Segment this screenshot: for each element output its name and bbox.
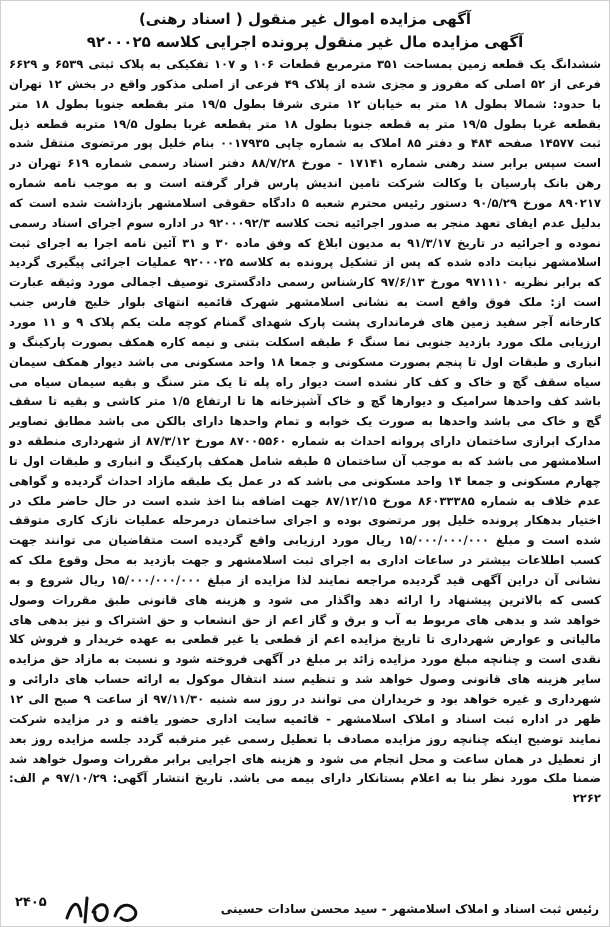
signature-line: رئیس ثبت اسناد و املاک اسلامشهر - سید محسن سادات حسینی bbox=[220, 902, 599, 916]
notice-subtitle: آگهی مزایده مال غیر منقول پرونده اجرایی کلاسه ۹۲۰۰۰۲۵ bbox=[86, 33, 524, 51]
notice-body: ششدانگ یک قطعه زمین بمساحت ۳۵۱ مترمربع قطعات ۱۰۶ و ۱۰۷ تفکیکی به پلاک ثبتی ۶۵۳۹ و ۶۶۲۹ فرعی از ۵۲ اصلی که مفروز و مجزی شده از پلاک ۴۹ فرعی از اصلی مذکور واقع در بخش ۱۲ تهران با حدود: شمالا بطول ۱۸ متر به خیابان ۱۲ متری شرقا بطول ۱۹/۵ متر بقطعه جنوبا بطول ۱۸ متر بقطعه غربا بطول ۱۹/۵ متر به قطعه جنوبا بطول ۱۸ متر بقطعه غربا بطول ۱۹/۵ متربه قطعه ذیل ثبت ۱۴۵۷۷ صفحه ۴۸۴ و دفتر ۸۵ املاک به شماره چاپی ۰۰۱۷۹۳۵ بنام خلیل پور مرتضوی منتقل شده است سپس برابر سند رهنی شماره ۱۷۱۴۱ - مورخ ۸۸/۷/۲۸ دفتر اسناد رسمی شماره ۶۱۹ تهران در رهن بانک پارسیان با وکالت شرکت تامین اندیش پارس قرار گرفته است و به موجب نامه شماره ۸۹۰۲۱۷ مورخ ۹۰/۵/۲۹ دستور رئیس محترم شعبه ۵ دادگاه حقوقی اسلامشهر بازداشت شده است که بدلیل عدم ایفای تعهد منجر به صدور اجرائیه تحت کلاسه ۹۲۰۰۰۹۲/۳ در اداره سوم اجرای اسناد رسمی نموده و اجرائیه در تاریخ ۹۱/۳/۱۷ به مدیون ابلاغ که وفق ماده ۳۰ و ۳۱ آئین نامه اجرا به اجرای ثبت اسلامشهر نیابت داده شده که پس از تشکیل پرونده به کلاسه ۹۲۰۰۰۲۵ عملیات اجرائی پیگیری گردید که برابر نظریه ۹۷۱۱۱۰ مورخ ۹۷/۶/۱۳ کارشناس رسمی دادگستری توصیف اجمالی مورد وثیقه عبارت است از: ملک فوق واقع است به نشانی اسلامشهر شهرک قائمیه انتهای بلوار خلیج فارس جنب کارخانه آجر سفید زمین های فرمانداری پشت پارک شهدای گمنام کوچه ملت یکم پلاک ۹ و ۱۱ مورد ارزیابی ملک مورد بازدید جنوبی نما سنگ ۶ طبقه اسکلت بتنی و نیمه کاره همکف بصورت پارکینگ و انباری و طبقات اول تا پنجم بصورت مسکونی و جمعا ۱۸ واحد مسکونی می باشد دیوار همکف سیمان سیاه سقف گچ و خاک و کف کار نشده است دیوار راه پله تا یک متر سنگ و بقیه سیمان سیاه می باشد کف واحدها سرامیک و دیوارها گچ و خاک آشپزخانه ها تا ارتفاع ۱/۵ متر کاشی و بقیه تا سقف گچ و خاک می باشد واحدها به صورت یک خوابه و تمام واحدها دارای بالکن می باشد مطابق تصاویر مدارک ابرازی ساختمان دارای پروانه احداث به شماره ۸۷۰۰۵۵۶۰ مورخ ۸۷/۳/۱۲ از شهرداری منطقه دو اسلامشهر می باشد که به موجب آن ساختمان ۵ طبقه شامل همکف پارکینگ و انباری و طبقات اول تا چهارم مسکونی و جمعا ۱۴ واحد مسکونی می باشد که در عمل یک طبقه مازاد احداث گردیده و گواهی عدم خلاف به شماره ۸۶۰۳۳۳۸۵ مورخ ۸۷/۱۲/۱۵ جهت اضافه بنا اخذ شده است در حال حاضر ملک در اختیار بدهکار پرونده خلیل پور مرتضوی بوده و اجرای ساختمان درمرحله عملیات نازک کاری متوقف شده است و مبلغ ۱۵/۰۰۰/۰۰۰/۰۰۰ ریال مورد ارزیابی واقع گردیده است متقاضیان می توانند جهت کسب اطلاعات بیشتر در ساعات اداری به اجرای ثبت اسلامشهر و جهت بازدید به محل وقوع ملک که نشانی آن دراین آگهی قید گردیده مراجعه نمایند لذا مزایده از مبلغ ۱۵/۰۰۰/۰۰۰/۰۰۰ ریال شروع و به کسی که بالاترین پیشنهاد را ارائه دهد واگذار می شود و هزینه های قانونی طبق مقررات وصول خواهد شد و بدهی های مربوط به آب و برق و گاز اعم از حق انشعاب و حق اشتراک و نیز بدهی های مالیاتی و عوارض شهرداری تا تاریخ مزایده اعم از قطعی یا غیر قطعی به عهده خریدار و فروش کلا نقدی است و چنانچه مبلغ مورد مزایده زائد بر مبلغ در آگهی فروخته شود و نسبت به مازاد حق مزایده سایر هزینه های قانونی وصول خواهد شد و تنظیم سند انتقال موکول به ارائه حساب های دارائی و شهرداری و غیره خواهد بود و خریداران می توانند در روز سه شنبه ۹۷/۱۱/۳۰ از ساعت ۹ صبح الی ۱۲ ظهر در اداره ثبت اسناد و املاک اسلامشهر - قائمیه سایت اداری حضور یافته و در مزایده شرکت نمایند توضیح اینکه چنانچه روز مزایده مصادف با تعطیل رسمی غیر مترقبه گردد جلسه مزایده روز بعد از تعطیل در همان ساعت و محل انجام می شود و هزینه های اجرایی برابر مقررات وصول خواهد شد ضمنا ملک مورد نظر بنا به اعلام بستانکار دارای بیمه می باشد. تاریخ انتشار آگهی: ۹۷/۱۰/۲۹ م الف: ۲۲۶۲ bbox=[9, 57, 601, 806]
handwritten-mark-icon bbox=[63, 892, 143, 926]
notice-title: آگهی مزایده اموال غیر منقول ( اسناد رهنی) bbox=[138, 10, 472, 28]
document-number: ۲۴۰۵ bbox=[15, 895, 47, 910]
